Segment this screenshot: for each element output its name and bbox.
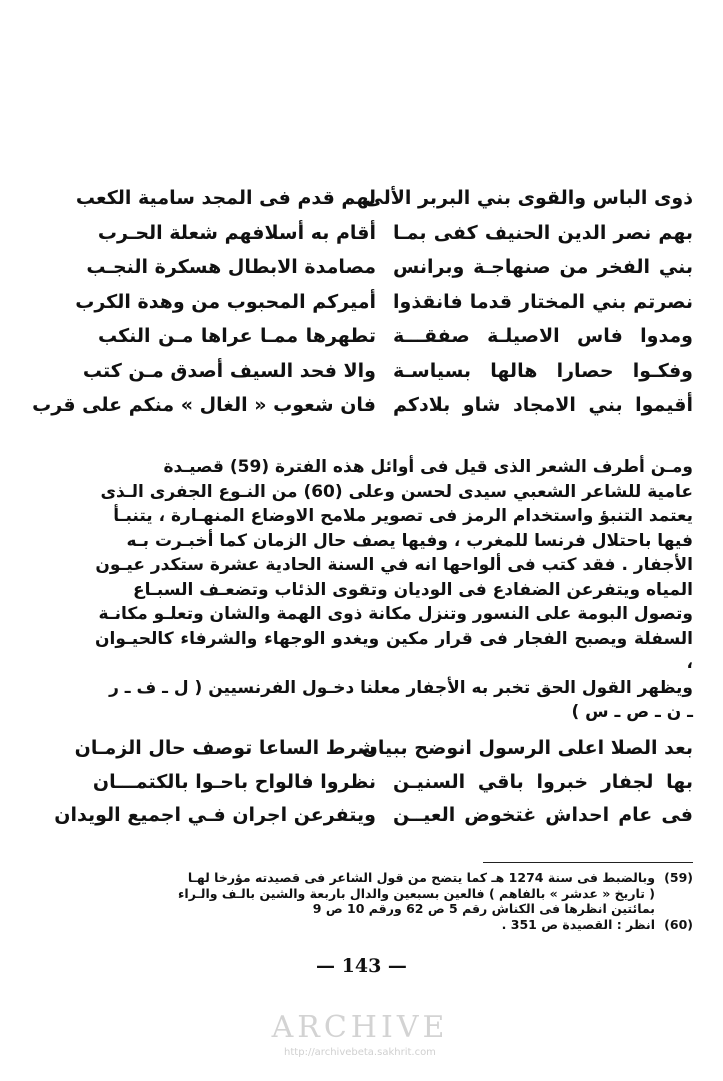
watermark-url: http://archivebeta.sakhrit.com	[284, 1047, 436, 1058]
verse-second-hemistich: مصامدة الابطال هسكرة النجـب	[86, 256, 376, 278]
prose-line: السفلة ويصبح الفجار فى قرار مكين ويغدو الوجهاء والشرفاء كالحيـوان ،	[95, 628, 693, 673]
footnote	[90, 917, 693, 933]
prose-line: ومـن أطرف الشعر الذى قيل فى أوائل هذه الفترة (59) قصيـدة	[163, 457, 693, 477]
verse-second-hemistich: لهم قدم فى المجد سامية الكعب	[75, 187, 376, 209]
verse-line	[0, 218, 723, 248]
verse-second-hemistich: تطهرها ممـا عراها مـن النكب	[98, 325, 376, 347]
prose-line: فيها باحتلال فرنسا للمغرب ، وفيها يصف حال الزمان كما أخبـرت بـه	[126, 530, 693, 551]
footnote-divider	[483, 862, 693, 863]
verse-second-hemistich: شرط الساعا توصف حال الزمـان	[74, 737, 376, 759]
verse-line	[0, 733, 723, 763]
verse-first-hemistich: ومدوا فاس الاصيلـة صفقـــة	[393, 325, 693, 347]
prose-line: المياه ويتفرعن الضفادع فى الوديان وتقوى الذئاب وتضعـف السبـاع	[133, 579, 693, 600]
watermark-logo: ARCHIVE	[271, 1010, 449, 1045]
prose-line: يعتمد التنبؤ واستخدام الرمز فى تصوير ملامح الاوضاع المنهـارة ، يتنبـأ	[113, 506, 693, 526]
footnote-line: وبالضبط فى سنة 1274 هـ كما يتضح من قول الشاعر فى قصيدته مؤرخا لهـا	[187, 870, 655, 885]
prose-line: ـ ن ـ ص ـ س )	[571, 702, 693, 722]
verse-first-hemistich: أقيموا بني الامجاد شاو بلادكم	[393, 394, 693, 416]
verse-first-hemistich: بها لجفار خبروا باقي السنيـن	[393, 770, 693, 793]
prose-line: ويظهر القول الحق تخبر به الأجفار معلنا دخـول الفرنسيين ( ل ـ ف ـ ر	[109, 677, 693, 698]
prose-line: الأجفار . فقد كتب فى ألواحها انه في السنة الحادية عشرة ستكدر عيـون	[95, 555, 693, 575]
verse-second-hemistich: ويتفرعن اجران فـي اجميع الويدان	[54, 804, 376, 826]
prose-paragraph	[95, 455, 693, 725]
verse-first-hemistich: نصرتم بني المختار قدما فانقذوا	[393, 290, 693, 313]
verse-second-hemistich: فان شعوب « الغال » منكم على قرب	[32, 394, 376, 416]
verse-second-hemistich: والا فحد السيف أصدق مـن كتب	[82, 359, 376, 382]
verse-line	[0, 287, 723, 317]
footnote-line: ( تاريخ « عدشر » بالفاهم ) فالعين بسبعين والدال باربعة والشين بالـف والـراء	[178, 885, 655, 901]
prose-line: وتصول البومة على النسور وتنزل مكانة ذوى الهمة والشان وتعلـو مكانـة	[98, 604, 693, 624]
verse-first-hemistich: ذوى الباس والقوى بني البربر الألى	[364, 187, 693, 209]
verse-first-hemistich: وفكـوا حصارا هالها بسياسـة	[393, 359, 693, 382]
footnotes	[90, 870, 693, 932]
prose-line: عامية للشاعر الشعبي سيدى لحسن وعلى (60) من النـوع الجفرى الـذى	[100, 481, 693, 502]
verse-line	[0, 252, 723, 282]
verse-first-hemistich: فى عام احداش غتخوض العيــن	[393, 804, 693, 826]
verse-first-hemistich: بعد الصلا اعلى الرسول انوضح ببيان	[361, 737, 693, 759]
verse-first-hemistich: بني الفخر من صنهاجـة وبرانس	[393, 256, 693, 278]
verse-second-hemistich: نظروا فالواح باحـوا بالكتمـــان	[92, 770, 376, 793]
footnote-number: (60)	[664, 916, 693, 932]
page-number: — 143 —	[316, 955, 407, 977]
footnote-line: بمائتين انظرها فى الكناش رقم 5 ص 62 ورقم 10 ص 9	[312, 901, 655, 916]
verse-first-hemistich: بهم نصر الدين الحنيف كفى بمـا	[393, 221, 693, 244]
verse-line	[0, 321, 723, 351]
verse-second-hemistich: أقام به أسلافهم شعلة الحـرب	[97, 221, 376, 244]
verse-line	[0, 390, 723, 420]
verse-line	[0, 356, 723, 386]
verse-second-hemistich: أميركم المحبوب من وهدة الكرب	[75, 290, 376, 313]
verse-line	[0, 800, 723, 830]
footnote-line: انظر : القصيدة ص 351 .	[501, 916, 655, 932]
footnote	[90, 870, 693, 917]
verse-line	[0, 767, 723, 797]
footnote-number: (59)	[664, 870, 693, 885]
verse-line	[0, 183, 723, 213]
